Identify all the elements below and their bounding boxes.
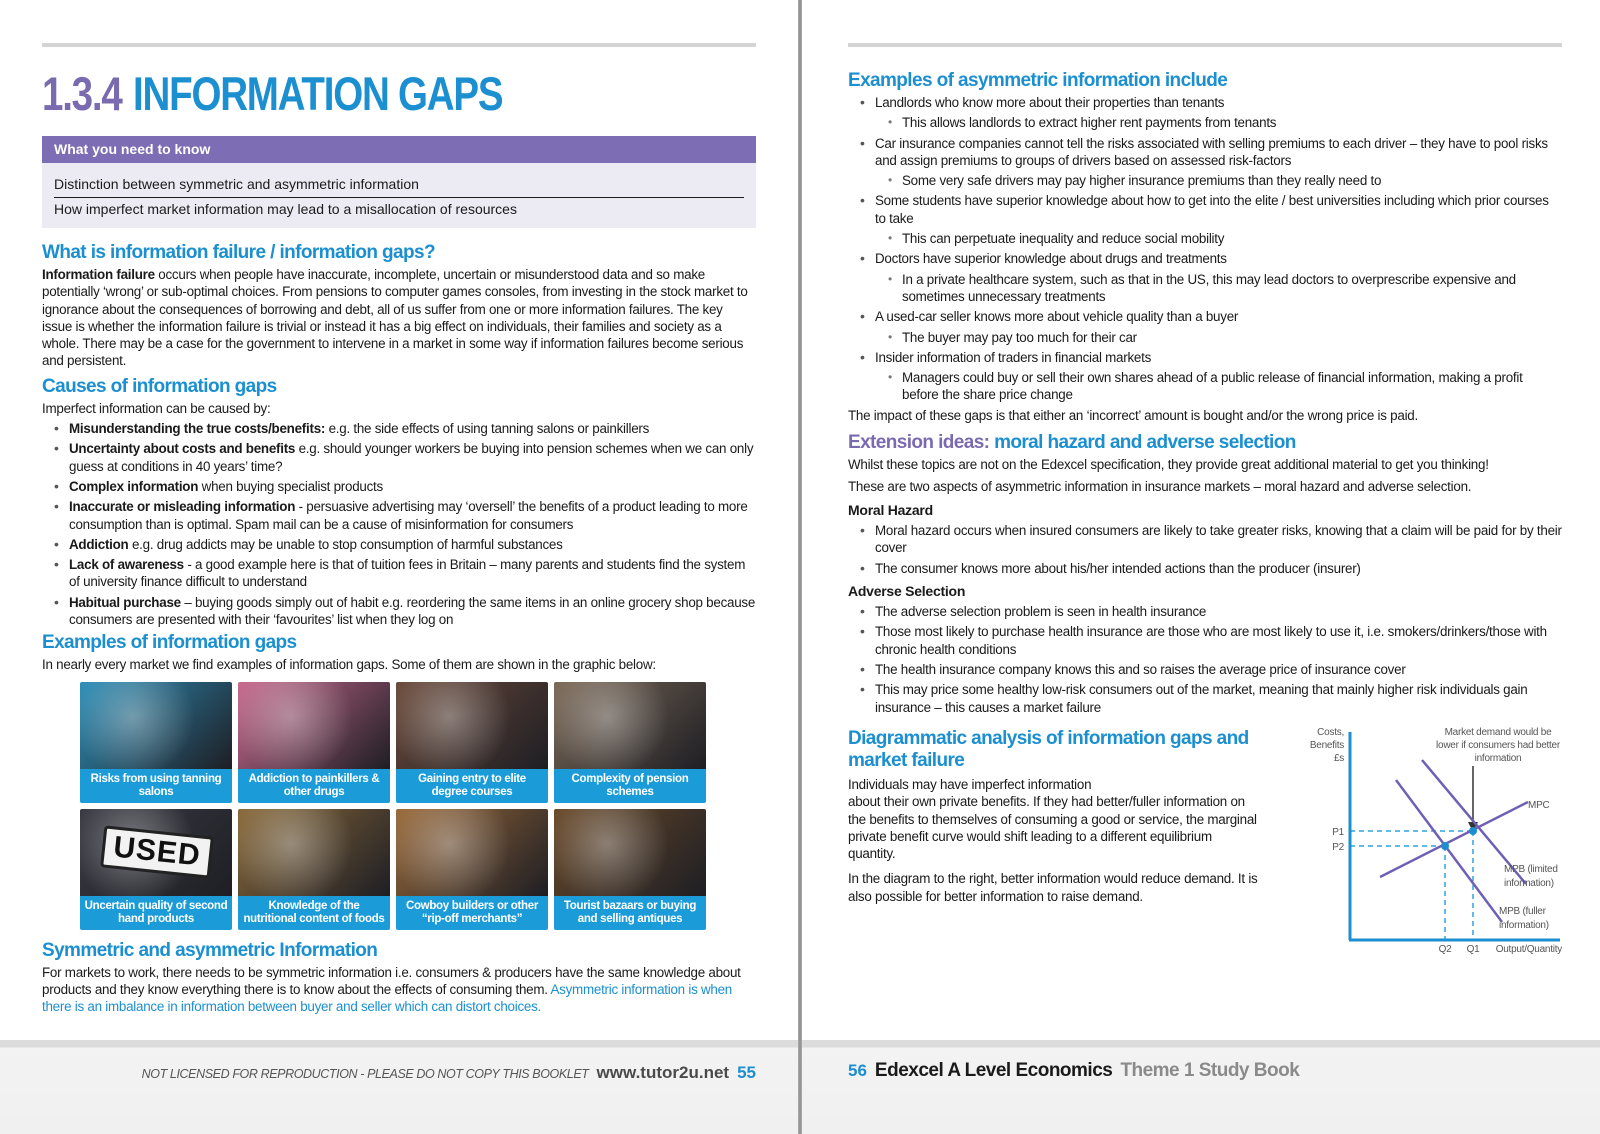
food-photo (238, 809, 390, 896)
what-you-need-to-know-box (42, 136, 756, 228)
bold-term: Complex information (69, 478, 199, 494)
equilibrium-point-1 (1469, 827, 1477, 835)
section-heading (848, 432, 1562, 454)
list-item: • Moral hazard occurs when insured consumers are likely to take greater risks, knowing that a claim will be paid for by their cover (848, 522, 1562, 557)
example-tile (80, 809, 232, 930)
paragraph (848, 776, 1258, 862)
sub-list-item: • Some very safe drivers may pay higher insurance premiums than they really need to (848, 172, 1562, 189)
chapter-number: 1.3.4 (42, 67, 122, 120)
sub-list-item: • Managers could buy or sell their own shares ahead of a public release of financial information, making a profit before the share price change (848, 369, 1562, 404)
list-item: • The adverse selection problem is seen in health insurance (848, 603, 1562, 620)
footer-url: www.tutor2u.net (596, 1063, 730, 1082)
list-item: • Landlords who know more about their properties than tenants (848, 94, 1562, 111)
pension-couple-photo (554, 682, 706, 769)
examples-image-grid (80, 682, 756, 930)
list-item-text: when buying specialist products (198, 478, 383, 494)
section-heading: Symmetric and asymmetric Information (42, 939, 378, 961)
left-content (42, 232, 756, 1021)
footer-band (0, 1040, 798, 1134)
tile-caption: Knowledge of the nutritional content of foods (238, 896, 390, 930)
mpb-limited-label: information) (1504, 877, 1554, 889)
y-axis-label: Benefits (1309, 739, 1344, 751)
list-item-text: e.g. the side effects of using tanning salons or painkillers (325, 421, 650, 437)
sub-list-item: • This allows landlords to extract higher rent payments from tenants (848, 114, 1562, 131)
graduation-cap-photo (396, 682, 548, 769)
bold-term: Lack of awareness (69, 557, 184, 573)
builder-tools-photo (396, 809, 548, 896)
paragraph-text: about their own private benefits. If they had better/fuller information on the benefits to themselves of consuming a good or service, the marginal private benefit curve would shift leading to a different equilibrium quantity. (848, 794, 1257, 862)
equilibrium-point-2 (1441, 842, 1449, 850)
paragraph: Whilst these topics are not on the Edexcel specification, they provide great additional material to get you thinking! (848, 457, 1489, 473)
need-to-know-item: How imperfect market information may lead to a misallocation of resources (54, 197, 744, 220)
left-page (0, 0, 798, 1134)
tile-caption: Gaining entry to elite degree courses (396, 769, 548, 803)
bold-term: Information failure (42, 267, 155, 282)
list-item-text: – buying goods simply out of habit e.g. reordering the same items in an online grocery shop because consumers are presented with their ‘favourites’ list when they log on (69, 594, 756, 628)
right-page (802, 0, 1600, 1134)
list-item-text: e.g. drug addicts may be unable to stop consumption of harmful substances (128, 536, 563, 552)
sub-list-item: • This can perpetuate inequality and reduce social mobility (848, 230, 1562, 247)
q1-label: Q1 (1466, 943, 1480, 954)
paragraph: In the diagram to the right, better information would reduce demand. It is also possible for better information to raise demand. (848, 871, 1258, 904)
list-item: • Some students have superior knowledge about how to get into the elite / best universities including which prior courses to take (848, 192, 1562, 227)
book-title: Edexcel A Level Economics (874, 1060, 1113, 1081)
antiques-bazaar-photo (554, 809, 706, 896)
paragraph (42, 266, 756, 370)
list-item (42, 440, 756, 475)
paragraph: Imperfect information can be caused by: (42, 400, 271, 416)
paragraph-line: Individuals may have imperfect information (848, 776, 1092, 792)
tile-caption: Risks from using tanning salons (80, 769, 232, 803)
need-to-know-item: Distinction between symmetric and asymmetric information (54, 176, 419, 192)
example-tile (80, 682, 232, 803)
subheading: Adverse Selection (848, 582, 966, 599)
tile-caption: Uncertain quality of second hand products (80, 896, 232, 930)
tile-caption: Tourist bazaars or buying and selling antiques (554, 896, 706, 930)
tile-caption: Cowboy builders or other “rip-off merchants” (396, 896, 548, 930)
bold-term: Uncertainty about costs and benefits (69, 441, 296, 457)
list-item (42, 478, 756, 495)
paragraph: The impact of these gaps is that either an ‘incorrect’ amount is bought and/or the wrong price is paid. (848, 407, 1418, 423)
mpb-fuller-label: MPB (fuller (1499, 905, 1546, 917)
example-tile (396, 809, 548, 930)
list-item: • The health insurance company knows this and so raises the average price of insurance cover (848, 661, 1562, 678)
example-tile (554, 809, 706, 930)
moral-hazard-list (848, 522, 1562, 577)
page-number: 55 (737, 1063, 756, 1082)
paragraph: In nearly every market we find examples of information gaps. Some of them are shown in the graphic below: (42, 657, 656, 673)
asymmetric-examples-list (848, 94, 1562, 404)
list-item: • This may price some healthy low-risk consumers out of the market, meaning that mainly higher risk individuals gain insurance – this causes a market failure (848, 681, 1562, 716)
used-car-plate-photo (80, 809, 232, 896)
section-heading: What is information failure / information gaps? (42, 242, 435, 263)
page-footer (142, 1063, 756, 1083)
annotation-text: lower if consumers had better (1436, 739, 1560, 751)
bold-term: Inaccurate or misleading information (69, 499, 296, 515)
mpc-label: MPC (1528, 799, 1550, 811)
example-tile (396, 682, 548, 803)
list-item: • Insider information of traders in financial markets (848, 349, 1562, 366)
x-axis-label: Output/Quantity (1495, 943, 1562, 954)
list-item-text: - a good example here is that of tuition fees in Britain – many parents and students find the system of university finance difficult to understand (69, 557, 746, 590)
list-item (42, 420, 756, 437)
pills-photo (238, 682, 390, 769)
tile-caption: Complexity of pension schemes (554, 769, 706, 803)
y-axis-label: £s (1333, 752, 1344, 764)
mpb-mpc-diagram (1270, 722, 1562, 954)
annotation-text: information (1474, 752, 1522, 764)
causes-list (42, 420, 756, 628)
section-heading: Diagrammatic analysis of information gaps and market failure (848, 727, 1249, 771)
section-heading: Examples of information gaps (42, 632, 297, 654)
y-axis-label: Costs, (1317, 726, 1344, 738)
chapter-heading: INFORMATION GAPS (133, 67, 503, 120)
list-item: • Those most likely to purchase health insurance are those who are most likely to use it, i.e. smokers/drinkers/those with chronic health conditions (848, 623, 1562, 658)
paragraph-text: For markets to work, there needs to be symmetric information i.e. consumers & producers have the same knowledge about products and they know everything there is to know about the effects of consuming them. (42, 964, 741, 997)
heading-blue-part: moral hazard and adverse selection (994, 432, 1296, 454)
p1-label: P1 (1332, 826, 1344, 838)
mpb-fuller-curve (1396, 780, 1502, 922)
list-item (42, 536, 756, 553)
list-item: • The consumer knows more about his/her intended actions than the producer (insurer) (848, 560, 1562, 577)
adverse-selection-list (848, 603, 1562, 716)
sub-list-item: • The buyer may pay too much for their car (848, 329, 1562, 346)
list-item-text: e.g. should younger workers be buying into pension schemes when we can only guess at conditions in 40 years’ time? (69, 441, 754, 474)
section-heading: Causes of information gaps (42, 375, 277, 397)
chapter-title (42, 66, 502, 121)
bold-term: Misunderstanding the true costs/benefits: (69, 421, 326, 437)
list-item: • Car insurance companies cannot tell the risks associated with selling premiums to each driver – they have to pool risks and assign premiums to groups of drivers based on assessed risk-factors (848, 135, 1562, 170)
bold-term: Habitual purchase (69, 594, 181, 610)
list-item: • Doctors have superior knowledge about drugs and treatments (848, 250, 1562, 267)
example-tile (554, 682, 706, 803)
list-item (42, 498, 756, 533)
section-heading: Examples of asymmetric information include (848, 70, 1228, 91)
book-theme: Theme 1 Study Book (1120, 1060, 1300, 1081)
list-item (42, 594, 756, 629)
footer-band (802, 1040, 1600, 1134)
highlight-text: Asymmetric information is when there is an imbalance in information between buyer and seller which can distort choices. (42, 981, 732, 1015)
used-plate: USED (100, 825, 214, 878)
heading-purple-part: Extension ideas: (848, 432, 995, 454)
top-rule (42, 43, 756, 47)
subheading: Moral Hazard (848, 501, 933, 518)
sub-list-item: • In a private healthcare system, such as that in the US, this may lead doctors to overprescribe expensive and sometimes unnecessary treatments (848, 271, 1562, 306)
paragraph-text: occurs when people have inaccurate, incomplete, uncertain or misunderstood data and so make potentially ‘wrong’ or sub-optimal choices. From pensions to computer games consoles, from investing in the stock market to ignorance about the consequences of borrowing and debt, all of us suffer from one or more information failures. The key issue is whether the information failure is trivial or instead it has a big effect on individuals, their families and society as a whole. There may be a case for the government to intervene in a market in some way if information failures become serious and persistent. (42, 267, 748, 369)
list-item (42, 556, 756, 591)
annotation-text: Market demand would be (1444, 726, 1552, 738)
license-notice: NOT LICENSED FOR REPRODUCTION - PLEASE DO NOT COPY THIS BOOKLET (141, 1067, 589, 1081)
top-rule (848, 43, 1562, 47)
page-footer (848, 1060, 1299, 1082)
right-content (848, 60, 1562, 954)
mpb-limited-label: MPB (limited (1504, 863, 1558, 875)
diagram-section (848, 724, 1562, 954)
diagram-text (848, 724, 1258, 954)
need-to-know-body (42, 163, 756, 228)
list-item: • A used-car seller knows more about vehicle quality than a buyer (848, 308, 1562, 325)
example-tile (238, 809, 390, 930)
need-to-know-header: What you need to know (42, 136, 756, 163)
q2-label: Q2 (1438, 943, 1452, 954)
list-item-text: - persuasive advertising may ‘oversell’ the benefits of a product leading to more consumption than is optimal. Spam mail can be a cause of misinformation for consumers (69, 499, 748, 532)
mpb-fuller-label: information) (1499, 919, 1549, 931)
page-number: 56 (848, 1061, 867, 1080)
p2-label: P2 (1332, 841, 1344, 853)
bold-term: Addiction (69, 536, 129, 552)
tanning-photo (80, 682, 232, 769)
example-tile (238, 682, 390, 803)
tile-caption: Addiction to painkillers & other drugs (238, 769, 390, 803)
paragraph (42, 964, 756, 1016)
paragraph: These are two aspects of asymmetric information in insurance markets – moral hazard and adverse selection. (848, 479, 1472, 495)
